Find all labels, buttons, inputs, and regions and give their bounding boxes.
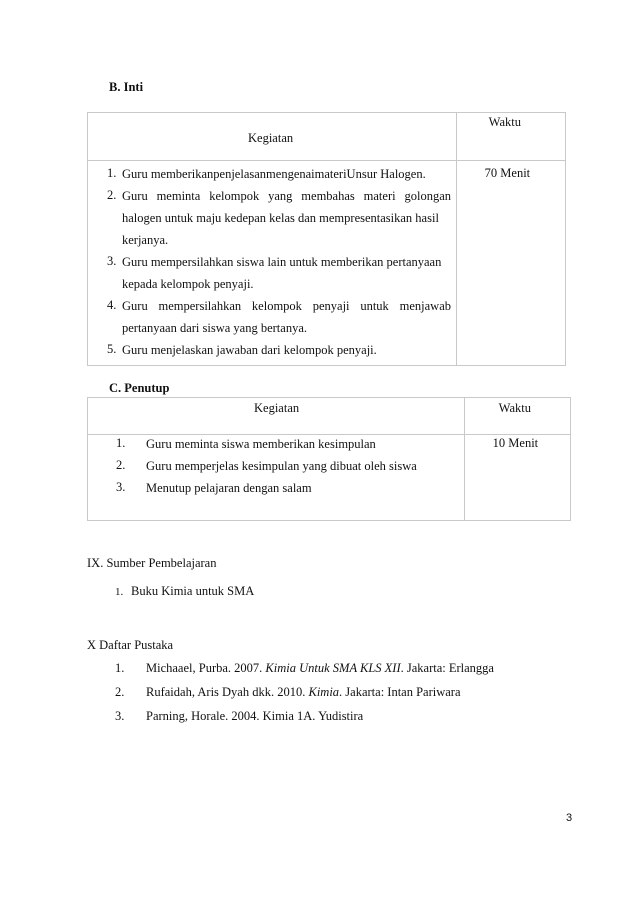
reference-title: Kimia Untuk SMA KLS XII [265,661,401,675]
list-item: Buku Kimia untuk SMA [131,584,255,598]
list-number: 3. [115,709,125,723]
list-item-cont: kerjanya. [122,233,169,247]
reference-text: Michaael, Purba. 2007. [146,661,266,675]
list-item-cont: kepada kelompok penyaji. [122,277,254,291]
section-c-heading: C. Penutup [109,381,170,395]
list-number: 5. [107,342,117,356]
list-number: 3. [116,480,126,494]
list-item-cont: halogen untuk maju kedepan kelas dan mempresentasikan hasil [122,211,439,225]
list-item: Guru meminta kelompok yang membahas materi golongan [122,189,451,203]
reference-text: Parning, Horale. 2004. Kimia 1A. Yudistira [146,709,364,723]
reference-text: . Jakarta: Erlangga [400,661,494,675]
reference-title: Kimia [308,685,340,699]
reference-item [146,709,363,724]
waktu-header: Waktu [498,401,531,415]
list-number: 2. [115,685,125,699]
list-number: 2. [116,458,126,472]
list-number: 1. [116,436,126,450]
list-item: Guru memberikanpenjelasanmengenaimateriUnsur Halogen. [122,167,426,181]
waktu-value: 10 Menit [492,436,539,450]
waktu-value-cell [456,161,565,366]
list-item: Guru mempersilahkan siswa lain untuk memberikan pertanyaan [122,255,442,269]
section-b-table [87,112,566,366]
waktu-value: 70 Menit [484,166,531,180]
list-number: 2. [107,188,117,202]
kegiatan-header: Kegiatan [248,131,294,145]
list-item: Guru meminta siswa memberikan kesimpulan [146,437,376,451]
page-number: 3 [566,812,573,824]
waktu-value-cell [464,435,570,521]
section-x-heading: X Daftar Pustaka [87,638,174,652]
list-item: Menutup pelajaran dengan salam [146,481,312,495]
section-ix-heading: IX. Sumber Pembelajaran [87,556,217,570]
list-number: 3. [107,254,117,268]
list-item: Guru mempersilahkan kelompok penyaji untuk menjawab [122,299,451,313]
reference-item [146,661,494,676]
list-number: 1. [107,166,117,180]
waktu-header: Waktu [488,115,521,129]
waktu-header-cell [464,398,570,435]
section-b-heading: B. Inti [109,80,144,94]
list-number: 4. [107,298,117,312]
kegiatan-header-cell [88,398,465,435]
section-c-table [87,397,571,521]
kegiatan-list-cell [88,435,465,521]
list-number: 1. [115,586,124,598]
kegiatan-header-cell [88,113,457,161]
reference-item [146,685,461,700]
kegiatan-header: Kegiatan [254,401,300,415]
list-item: Guru menjelaskan jawaban dari kelompok penyaji. [122,343,377,357]
kegiatan-list-cell [88,161,457,366]
list-number: 1. [115,661,125,675]
list-item: Guru memperjelas kesimpulan yang dibuat oleh siswa [146,459,417,473]
reference-text: . Jakarta: Intan Pariwara [339,685,461,699]
list-item-cont: pertanyaan dari siswa yang bertanya. [122,321,307,335]
reference-text: Rufaidah, Aris Dyah dkk. 2010. [146,685,309,699]
waktu-header-cell [456,113,565,161]
